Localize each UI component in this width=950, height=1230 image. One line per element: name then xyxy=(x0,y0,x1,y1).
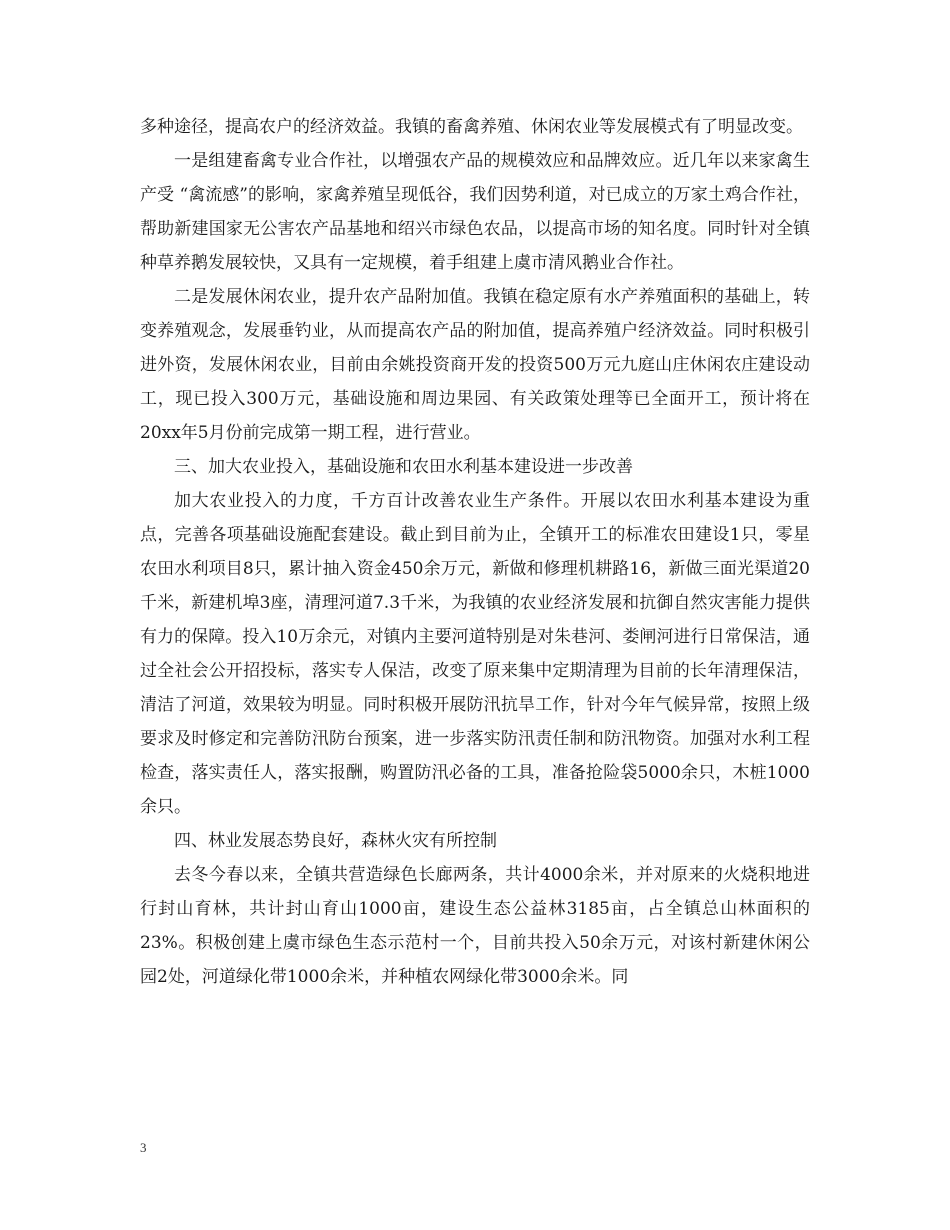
paragraph-continuation: 多种途径，提高农户的经济效益。我镇的畜禽养殖、休闲农业等发展模式有了明显改变。 xyxy=(140,117,803,137)
paragraph-leisure-agriculture: 二是发展休闲农业，提升农产品附加值。我镇在稳定原有水产养殖面积的基础上，转变养殖观念，发展垂钓业，从而提高农产品的附加值，提高养殖户经济效益。同时积极引进外资，发展休闲农业，目前由余姚投资商开发的投资500万元九庭山庄休闲农庄建设动工，现已投入300万元，基础设施和周边果园、有关政策处理等已全面开工，预计将在20xx年5月份前完成第一期工程，进行营业。 xyxy=(140,287,810,443)
page-number: 3 xyxy=(140,1140,147,1155)
section-heading-forestry: 四、林业发展态势良好，森林火灾有所控制 xyxy=(174,831,497,851)
section-heading-infrastructure: 三、加大农业投入，基础设施和农田水利基本建设进一步改善 xyxy=(174,457,633,477)
document-body xyxy=(140,110,810,994)
paragraph-infrastructure: 加大农业投入的力度，千方百计改善农业生产条件。开展以农田水利基本建设为重点，完善各项基础设施配套建设。截止到目前为止，全镇开工的标准农田建设1只，零星农田水利项目8只，累计抽入资金450余万元，新做和修理机耕路16，新做三面光渠道20千米，新建机埠3座，清理河道7.3千米，为我镇的农业经济发展和抗御自然灾害能力提供有力的保障。投入10万余元，对镇内主要河道特别是对朱巷河、娄闸河进行日常保洁，通过全社会公开招投标，落实专人保洁，改变了原来集中定期清理为目前的长年清理保洁，清洁了河道，效果较为明显。同时积极开展防汛抗旱工作，针对今年气候异常，按照上级要求及时修定和完善防汛防台预案，进一步落实防汛责任制和防汛物资。加强对水利工程检查，落实责任人，落实报酬，购置防汛必备的工具，准备抢险袋5000余只，木桩1000余只。 xyxy=(140,491,810,817)
paragraph-poultry-cooperative: 一是组建畜禽专业合作社，以增强农产品的规模效应和品牌效应。近几年以来家禽生产受 “禽流感”的影响，家禽养殖呈现低谷，我们因势利道，对已成立的万家土鸡合作社，帮助新建国家无公害农产品基地和绍兴市绿色农品，以提高市场的知名度。同时针对全镇种草养鹅发展较快，又具有一定规模，着手组建上虞市清风鹅业合作社。 xyxy=(140,151,810,273)
paragraph-forestry: 去冬今春以来，全镇共营造绿色长廊两条，共计4000余米，并对原来的火烧积地进行封山育林，共计封山育山1000亩，建设生态公益林3185亩，占全镇总山林面积的23%。积极创建上虞市绿色生态示范村一个，目前共投入50余万元，对该村新建休闲公园2处，河道绿化带1000余米，并种植农网绿化带3000余米。同 xyxy=(140,865,810,987)
